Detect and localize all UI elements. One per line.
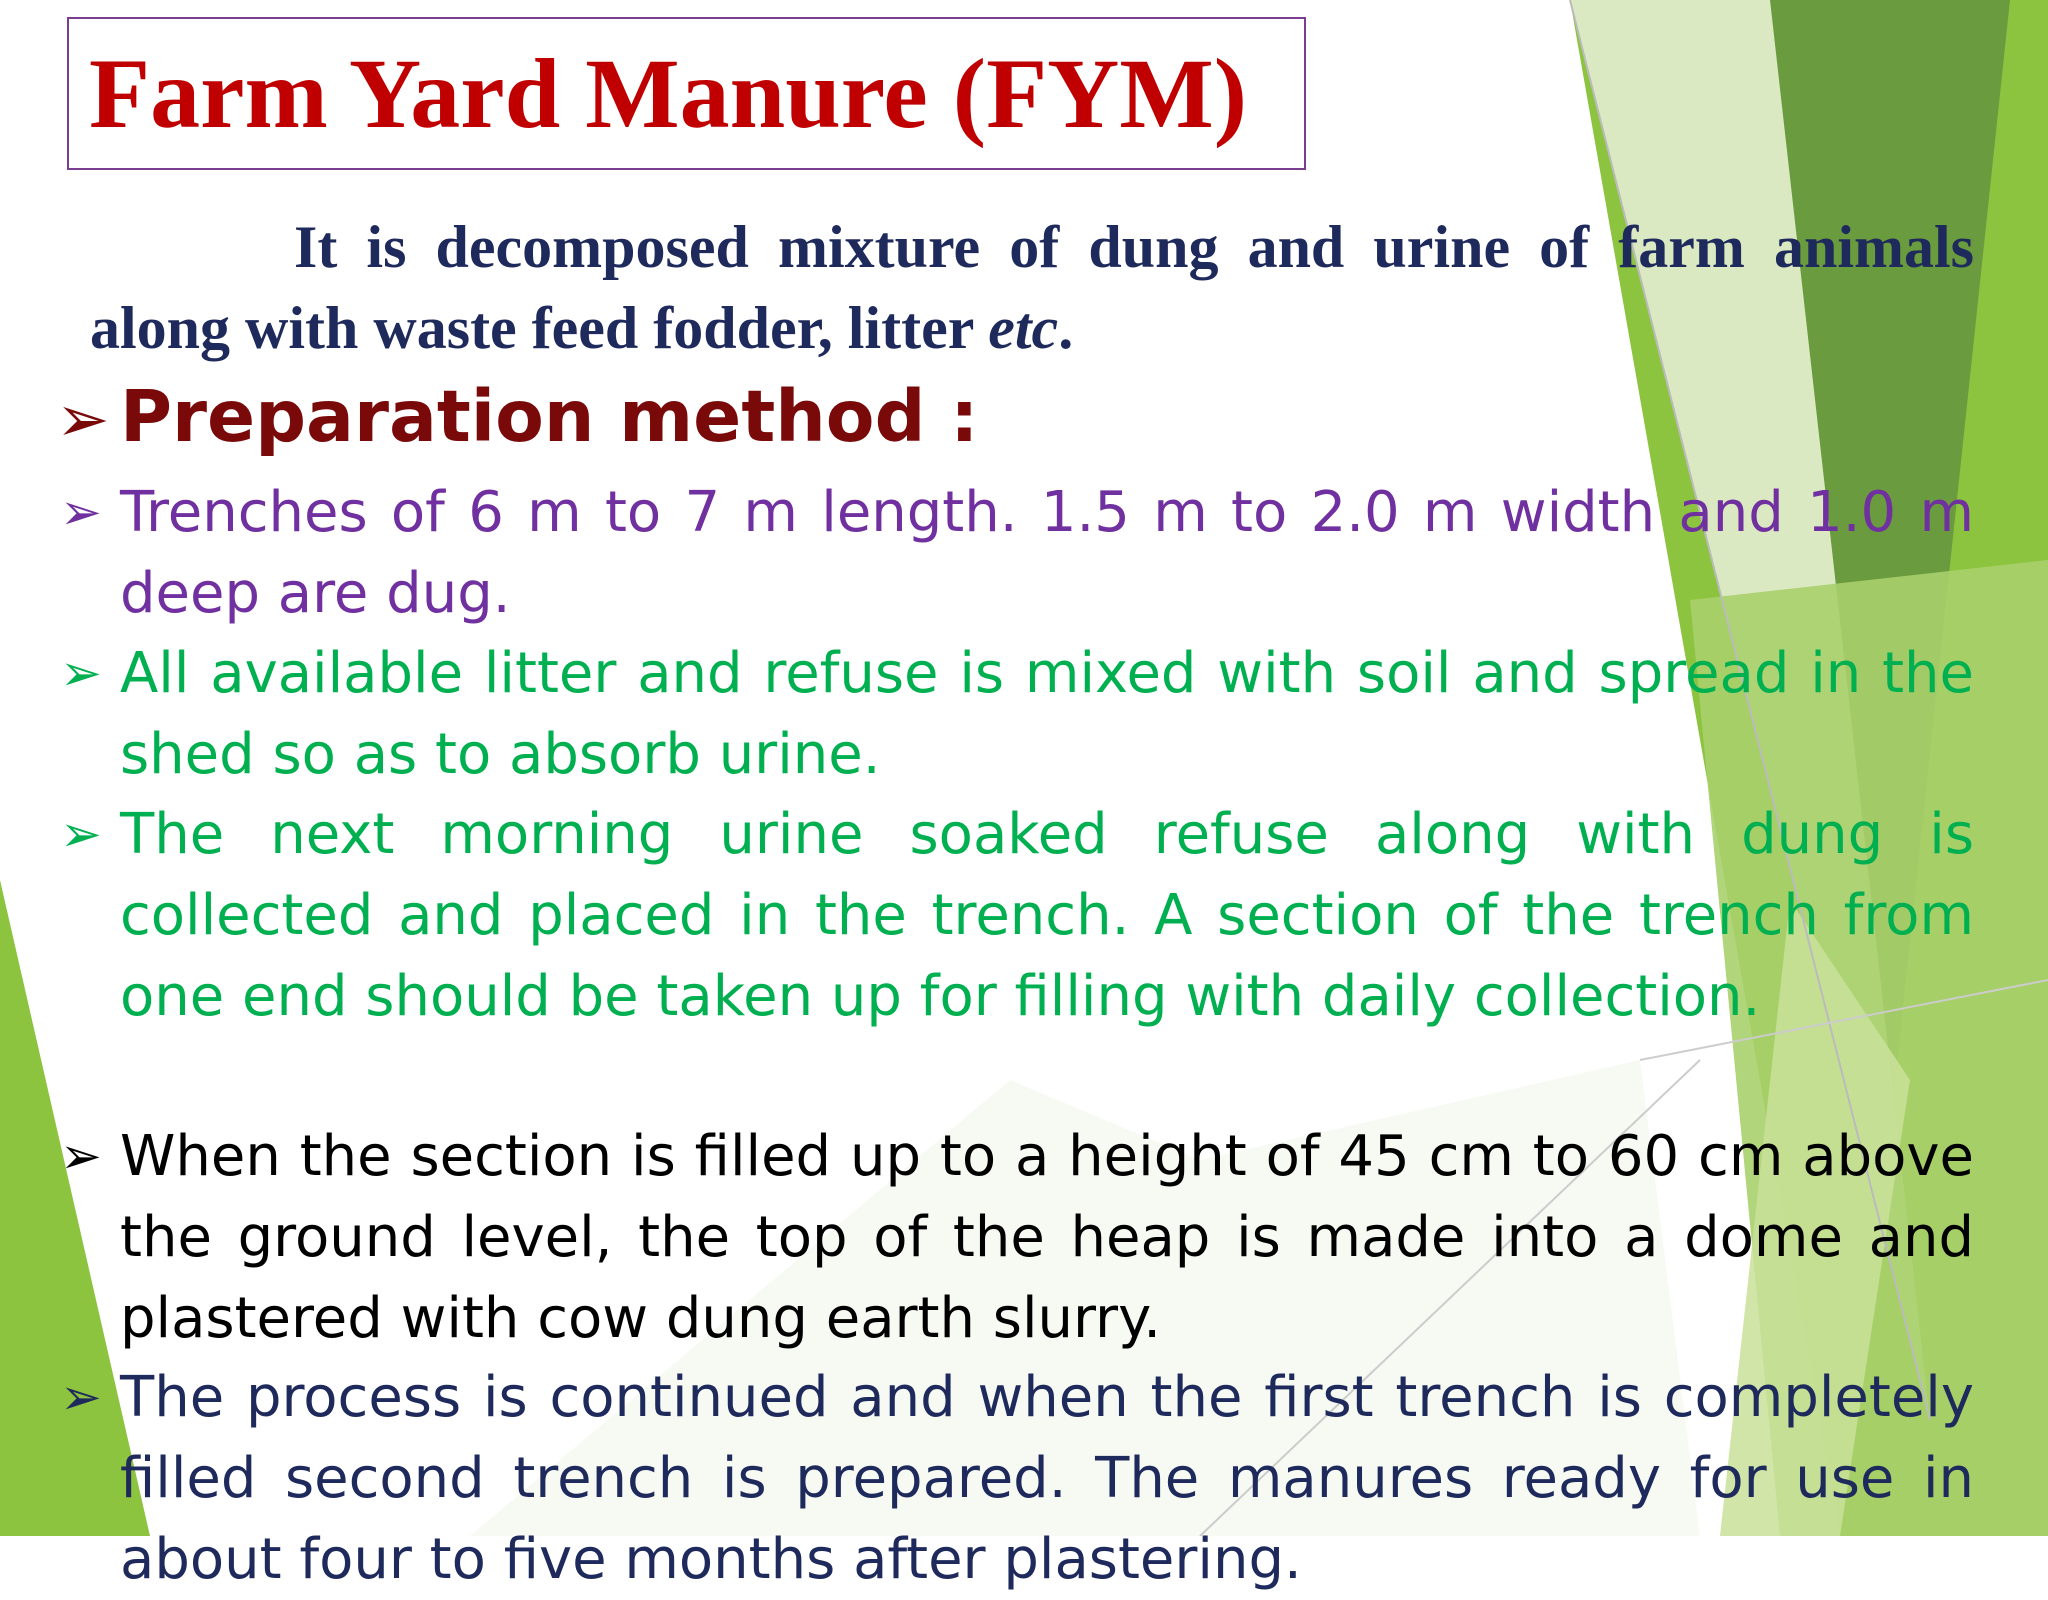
slide-title: Farm Yard Manure (FYM) bbox=[89, 38, 1248, 149]
bullet-text: All available litter and refuse is mixed with soil and spread in the shed so as to absorb urine. bbox=[120, 641, 1974, 787]
bullet-item bbox=[60, 472, 1974, 634]
bullet-text: The next morning urine soaked refuse along with dung is collected and placed in the trench. A section of the trench from one end should be taken up for filling with daily collection. bbox=[120, 802, 1974, 1029]
intro-end: . bbox=[1058, 295, 1074, 361]
bullet-text: Trenches of 6 m to 7 m length. 1.5 m to 2.0 m width and 1.0 m deep are dug. bbox=[120, 480, 1974, 626]
bullet-item bbox=[60, 1357, 1974, 1600]
intro-paragraph bbox=[90, 207, 1974, 369]
bullet-item bbox=[60, 1116, 1974, 1359]
bullet-item bbox=[60, 794, 1974, 1037]
bullet-item bbox=[60, 633, 1974, 795]
title-box bbox=[67, 17, 1306, 170]
heading-arrow-icon: ➢ bbox=[56, 383, 110, 457]
section-heading bbox=[56, 372, 979, 465]
bullet-arrow-icon: ➢ bbox=[60, 805, 102, 863]
intro-etc: etc bbox=[988, 295, 1059, 361]
section-heading-label: Preparation method : bbox=[120, 375, 979, 458]
bullet-text: The process is continued and when the first trench is completely filled second trench is prepared. The manures ready for use in about four to five months after plastering. bbox=[120, 1365, 1974, 1592]
bullet-arrow-icon: ➢ bbox=[60, 1368, 102, 1426]
bullet-arrow-icon: ➢ bbox=[60, 483, 102, 541]
bullet-arrow-icon: ➢ bbox=[60, 1127, 102, 1185]
bullet-arrow-icon: ➢ bbox=[60, 644, 102, 702]
intro-text: It is decomposed mixture of dung and urine of farm animals along with waste feed fodder, litter bbox=[90, 214, 1974, 361]
bullet-text: When the section is filled up to a height of 45 cm to 60 cm above the ground level, the top of the heap is made into a dome and plastered with cow dung earth slurry. bbox=[120, 1124, 1974, 1351]
